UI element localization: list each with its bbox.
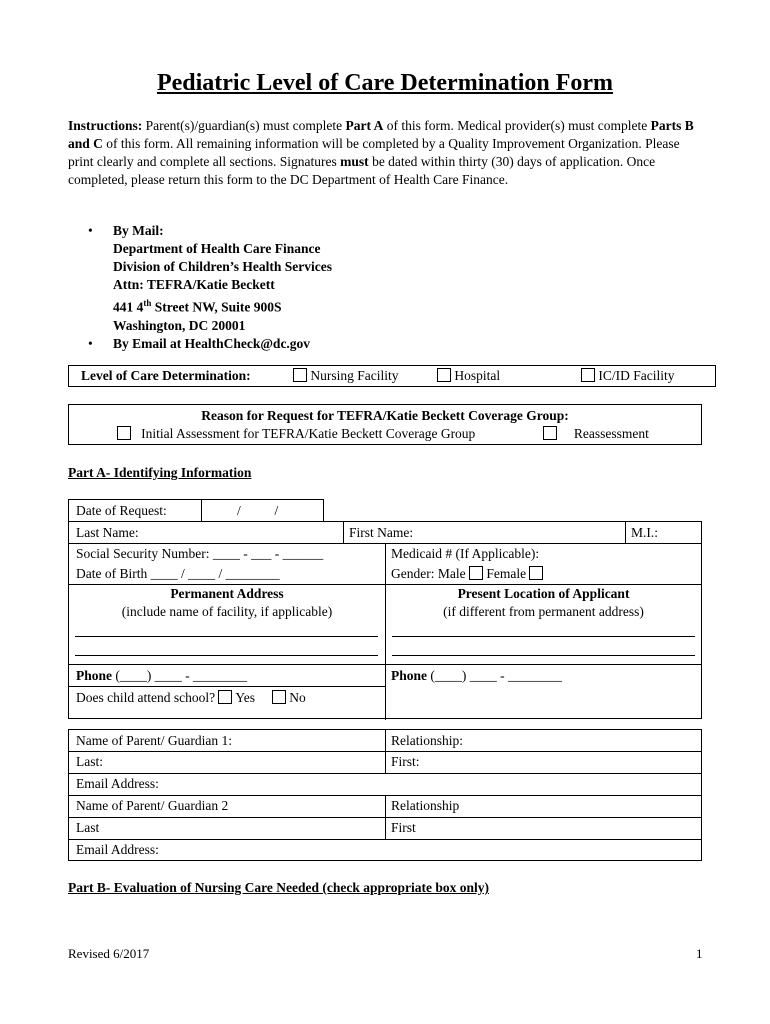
initial-assessment-label: Initial Assessment for TEFRA/Katie Beckett Coverage Group — [141, 426, 476, 441]
hospital-label: Hospital — [454, 368, 501, 383]
mail-line-4: 441 4th Street NW, Suite 900S — [113, 298, 282, 315]
instructions: Instructions: Parent(s)/guardian(s) must complete Part A of this form. Medical provider(s) must complete Parts B and C of this form. All remaining information will be completed by a Quality Improvement Organization. Please print clearly and complete all sections. Signatures must be dated within thirty (30) days of application. Once completed, please return this form to the DC Department of Health Care Finance. — [68, 118, 694, 187]
reason-box — [68, 404, 702, 445]
phone-present[interactable]: Phone (____) ____ - ________ — [391, 668, 563, 683]
gender-label: Gender: Male — [391, 566, 466, 581]
present-location-line-1[interactable] — [392, 636, 695, 637]
mail-line-2: Division of Children’s Health Services — [113, 259, 332, 274]
part-b-heading: Part B- Evaluation of Nursing Care Needed (check appropriate box only) — [68, 880, 489, 895]
guardian1-relationship-label: Relationship: — [391, 733, 463, 748]
nursing-facility-checkbox[interactable] — [293, 368, 307, 382]
mailing-info: • By Mail: Department of Health Care Finance Division of Children’s Health Services Attn: TEFRA/Katie Beckett 441 4th Street NW, Suite 900S Washington, DC 20001 • By Email at HealthCheck@dc.gov — [88, 223, 332, 351]
guardian2-first-label: First — [391, 820, 416, 835]
reassessment-checkbox[interactable] — [543, 426, 557, 440]
mail-heading: By Mail: — [113, 223, 164, 238]
icid-facility-label: IC/ID Facility — [598, 368, 675, 383]
school-no-checkbox[interactable] — [272, 690, 286, 704]
phone-permanent[interactable]: Phone (____) ____ - ________ — [76, 668, 248, 683]
hospital-checkbox[interactable] — [437, 368, 451, 382]
reassessment-label: Reassessment — [573, 426, 649, 441]
date-of-request-label: Date of Request: — [76, 503, 167, 518]
date-of-request-box — [68, 499, 324, 522]
part-a-heading: Part A- Identifying Information — [68, 465, 252, 480]
male-checkbox[interactable] — [469, 566, 483, 580]
present-location-line-2[interactable] — [392, 655, 695, 656]
guardian1-last-label: Last: — [76, 754, 103, 769]
guardian2-email-label: Email Address: — [76, 842, 159, 857]
guardian1-first-label: First: — [391, 754, 420, 769]
first-name-label: First Name: — [349, 525, 414, 540]
revised-date: Revised 6/2017 — [68, 946, 150, 961]
mail-line-1: Department of Health Care Finance — [113, 241, 321, 256]
level-of-care-label: Level of Care Determination: — [81, 368, 251, 383]
level-of-care-box — [68, 365, 716, 387]
dob-label[interactable]: Date of Birth ____ / ____ / ________ — [76, 566, 280, 581]
school-yes-checkbox[interactable] — [218, 690, 232, 704]
permanent-address-note: (include name of facility, if applicable) — [121, 604, 333, 619]
nursing-facility-label: Nursing Facility — [310, 368, 399, 383]
icid-facility-checkbox[interactable] — [581, 368, 595, 382]
guardian1-name-label: Name of Parent/ Guardian 1: — [76, 733, 232, 748]
instructions-label: Instructions: — [68, 118, 143, 133]
page-title: Pediatric Level of Care Determination Form — [156, 70, 614, 96]
ssn-label[interactable]: Social Security Number: ____ - ___ - ______ — [76, 546, 324, 561]
mail-line-5: Washington, DC 20001 — [113, 317, 246, 333]
school-question: Does child attend school? — [76, 690, 216, 705]
last-name-label: Last Name: — [76, 525, 139, 540]
guardian2-name-label: Name of Parent/ Guardian 2 — [76, 798, 229, 813]
medicaid-label: Medicaid # (If Applicable): — [391, 546, 540, 561]
reason-heading: Reason for Request for TEFRA/Katie Beckett Coverage Group: — [201, 408, 569, 423]
permanent-address-line-1[interactable] — [75, 636, 378, 637]
guardian-box — [68, 729, 702, 861]
mail-line-3: Attn: TEFRA/Katie Beckett — [113, 277, 275, 292]
page-number: 1 — [696, 946, 703, 961]
initial-assessment-checkbox[interactable] — [117, 426, 131, 440]
female-label: Female — [486, 566, 527, 581]
mi-label: M.I.: — [631, 525, 658, 540]
permanent-address-heading: Permanent Address — [170, 586, 284, 601]
female-checkbox[interactable] — [529, 566, 543, 580]
school-no-label: No — [289, 690, 306, 705]
permanent-address-line-2[interactable] — [75, 655, 378, 656]
guardian2-relationship-label: Relationship — [391, 798, 460, 813]
email-line[interactable]: By Email at HealthCheck@dc.gov — [113, 335, 311, 351]
present-location-note: (if different from permanent address) — [443, 604, 644, 619]
guardian2-last-label: Last — [76, 820, 100, 835]
identifying-info-box — [68, 521, 702, 719]
date-of-request-field[interactable]: / / — [237, 503, 279, 518]
present-location-heading: Present Location of Applicant — [457, 586, 630, 601]
school-yes-label: Yes — [235, 690, 255, 705]
guardian1-email-label: Email Address: — [76, 776, 159, 791]
